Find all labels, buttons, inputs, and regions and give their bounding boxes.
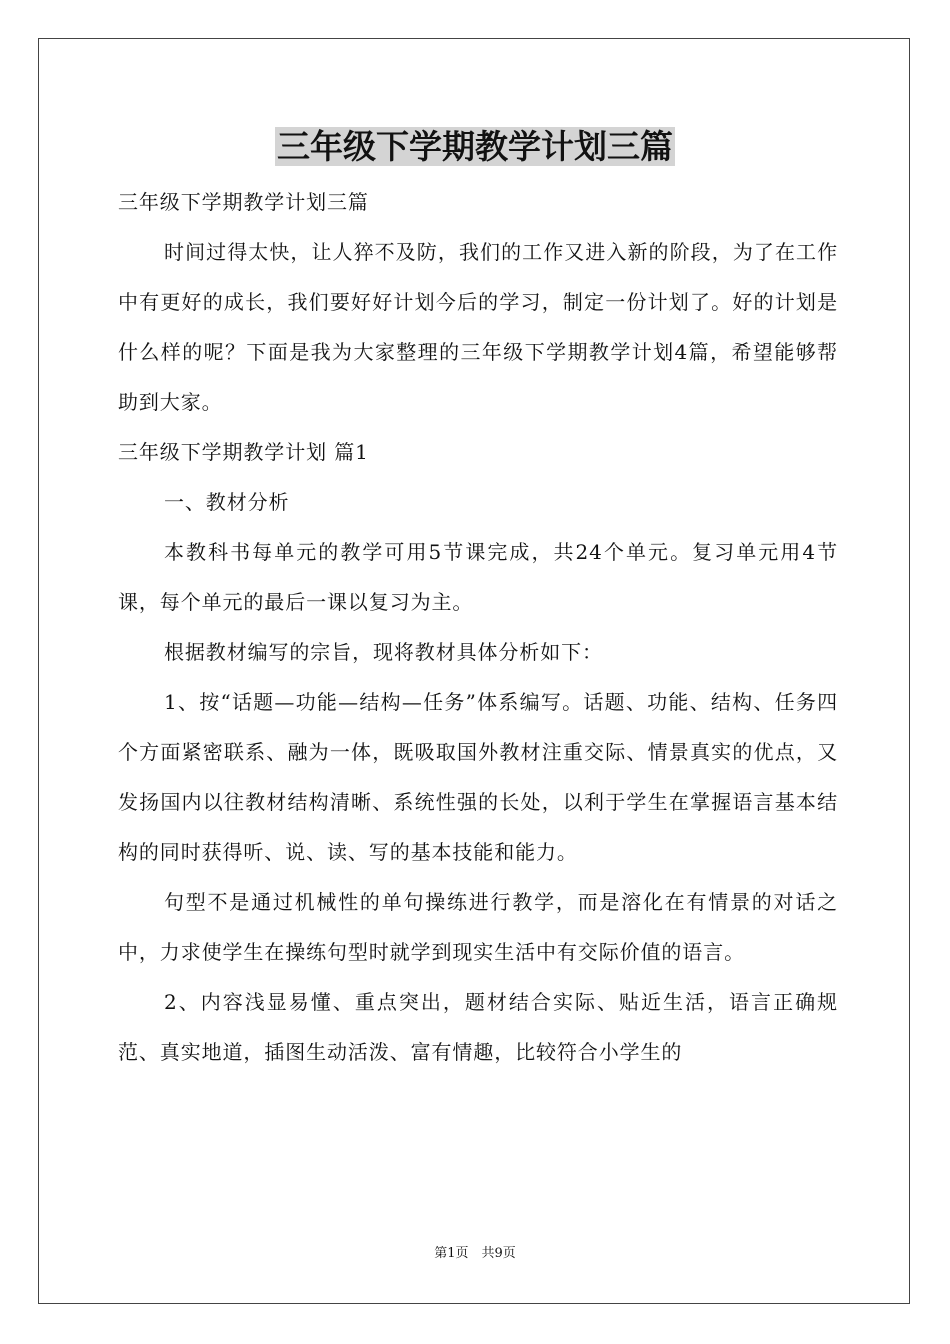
paragraph: 句型不是通过机械性的单句操练进行教学，而是溶化在有情景的对话之中，力求使学生在操练句型时就学到现实生活中有交际价值的语言。 — [118, 890, 838, 964]
paragraph: 2、内容浅显易懂、重点突出，题材结合实际、贴近生活，语言正确规范、真实地道，插图生动活泼、富有情趣，比较符合小学生的 — [118, 990, 838, 1064]
paragraph-subtitle: 三年级下学期教学计划三篇 — [118, 190, 369, 214]
paragraph: 1、按“话题—功能—结构—任务”体系编写。话题、功能、结构、任务四个方面紧密联系、融为一体，既吸取国外教材注重交际、情景真实的优点，又发扬国内以往教材结构清晰、系统性强的长处，以利于学生在掌握语言基本结构的同时获得听、说、读、写的基本技能和能力。 — [118, 690, 838, 864]
subsection-heading: 一、教材分析 — [164, 490, 290, 514]
document-title-text: 三年级下学期教学计划三篇 — [277, 127, 673, 166]
page-number: 第1页 共9页 — [434, 1246, 516, 1261]
paragraph-intro: 时间过得太快，让人猝不及防，我们的工作又进入新的阶段，为了在工作中有更好的成长，我们要好好计划今后的学习，制定一份计划了。好的计划是什么样的呢？下面是我为大家整理的三年级下学期教学计划4篇，希望能够帮助到大家。 — [118, 240, 838, 414]
paragraph: 本教科书每单元的教学可用5节课完成，共24个单元。复习单元用4节课，每个单元的最后一课以复习为主。 — [118, 540, 838, 614]
document-body — [118, 177, 838, 1077]
paragraph: 根据教材编写的宗旨，现将教材具体分析如下： — [164, 640, 603, 664]
page-footer — [0, 1245, 950, 1263]
section-heading: 三年级下学期教学计划 篇1 — [118, 440, 369, 464]
document-title — [0, 126, 950, 168]
